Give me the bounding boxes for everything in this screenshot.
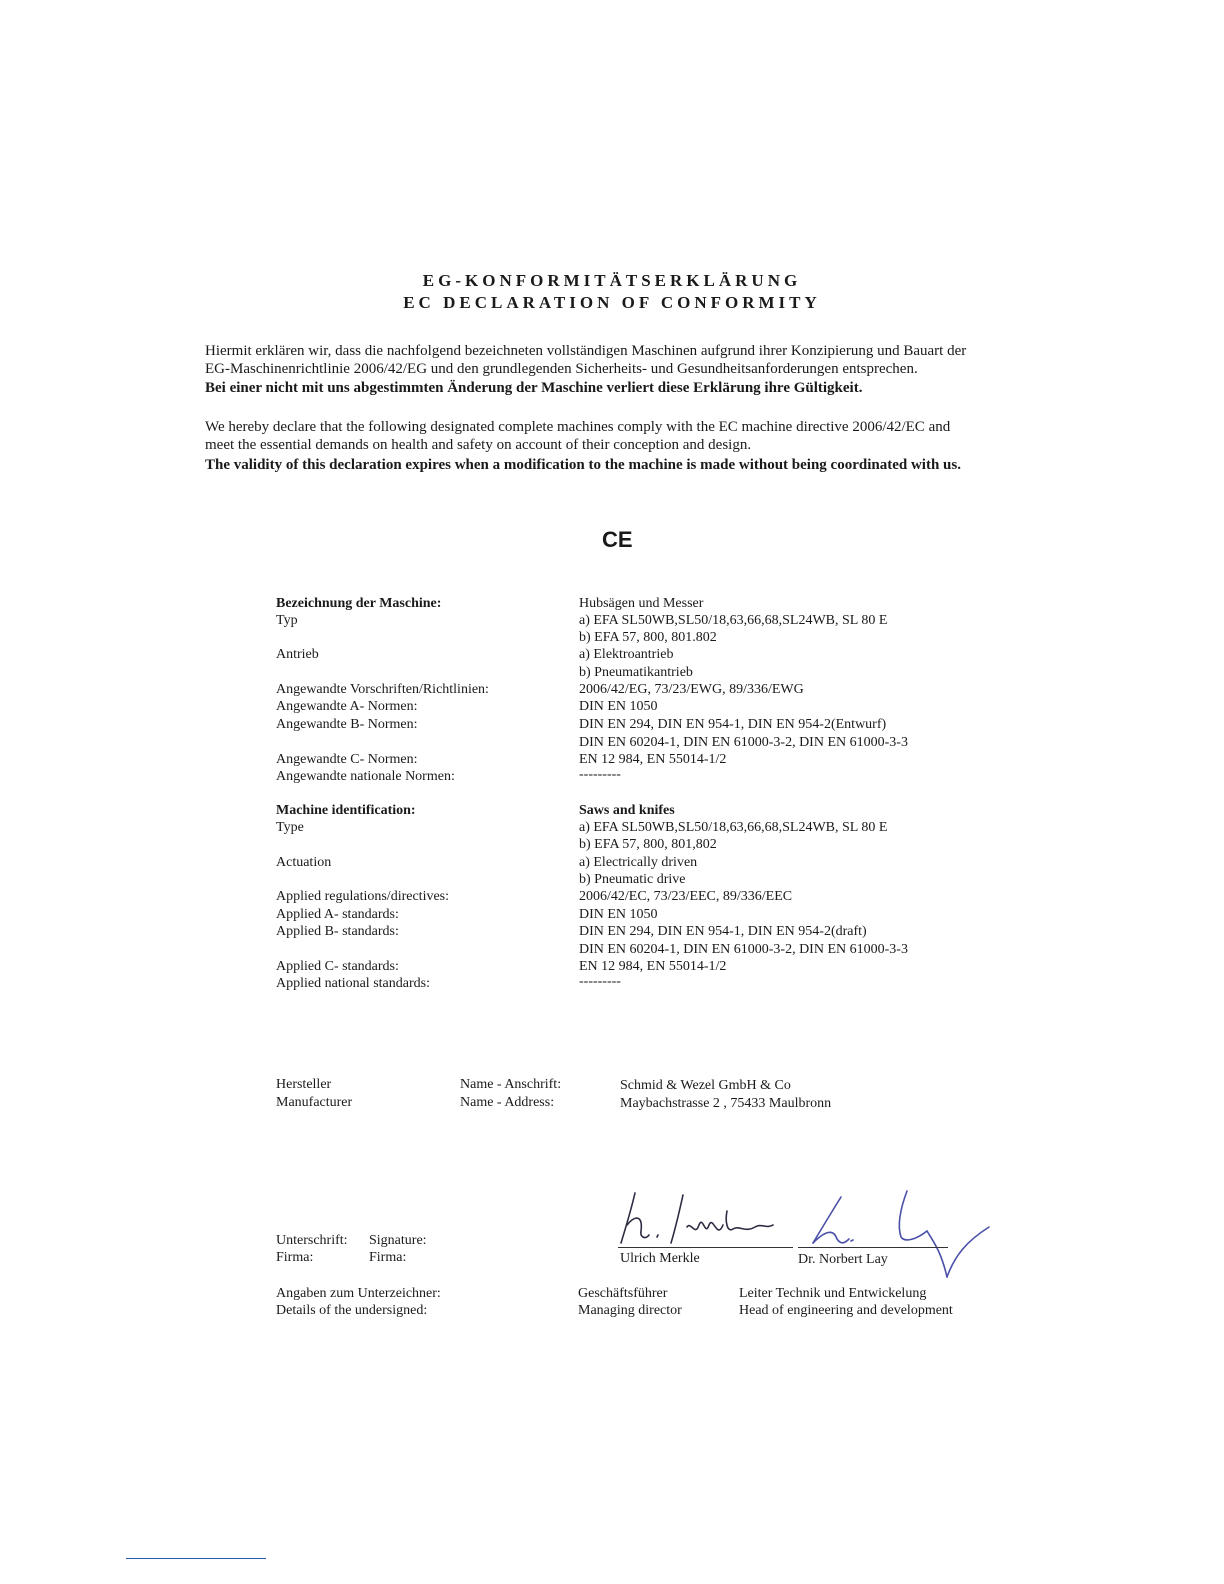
en-c-label: Applied C- standards: — [276, 959, 399, 974]
de-b-value1: DIN EN 294, DIN EN 954-1, DIN EN 954-2(Entwurf) — [579, 717, 887, 732]
en-nat-value: --------- — [579, 974, 621, 989]
en-regs-value: 2006/42/EC, 73/23/EEC, 89/336/EEC — [579, 889, 793, 904]
name-label-de: Name - Anschrift: — [460, 1077, 562, 1092]
title-german: EG-KONFORMITÄTSERKLÄRUNG — [422, 271, 802, 290]
de-b-label: Angewandte B- Normen: — [276, 717, 418, 732]
firm-label-de: Firma: — [276, 1250, 314, 1265]
details-label-en: Details of the undersigned: — [276, 1303, 428, 1318]
en-a-label: Applied A- standards: — [276, 907, 399, 922]
intro-de-validity: Bei einer nicht mit uns abgestimmten Änderung der Maschine verliert diese Erklärung ihre Gültigkeit. — [205, 380, 863, 396]
de-a-value: DIN EN 1050 — [579, 699, 658, 714]
de-c-value: EN 12 984, EN 55014-1/2 — [579, 752, 727, 767]
details-label-de: Angaben zum Unterzeichner: — [276, 1286, 441, 1301]
de-nat-value: --------- — [579, 767, 621, 782]
en-drive-b: b) Pneumatic drive — [579, 872, 686, 887]
de-heading-label: Bezeichnung der Maschine: — [276, 596, 442, 611]
de-type-label: Typ — [276, 613, 298, 628]
en-drive-label: Actuation — [276, 855, 332, 870]
manufacturer-label-en: Manufacturer — [276, 1095, 353, 1110]
intro-de-line1: Hiermit erklären wir, dass die nachfolgend bezeichneten vollständigen Maschinen aufgrund ihrer Konzipierung und Bauart der — [205, 343, 967, 359]
signer2-name: Dr. Norbert Lay — [798, 1252, 888, 1267]
de-type-b: b) EFA 57, 800, 801.802 — [579, 630, 717, 645]
de-b-value2: DIN EN 60204-1, DIN EN 61000-3-2, DIN EN 61000-3-3 — [579, 735, 908, 750]
en-b-value1: DIN EN 294, DIN EN 954-1, DIN EN 954-2(draft) — [579, 924, 867, 939]
de-c-label: Angewandte C- Normen: — [276, 752, 418, 767]
signature-line-2 — [798, 1247, 948, 1248]
de-drive-a: a) Elektroantrieb — [579, 647, 674, 662]
intro-de-line2: EG-Maschinenrichtlinie 2006/42/EG und den grundlegenden Sicherheits- und Gesundheitsanforderungen entsprechen. — [205, 361, 918, 377]
en-b-value2: DIN EN 60204-1, DIN EN 61000-3-2, DIN EN 61000-3-3 — [579, 942, 908, 957]
en-drive-a: a) Electrically driven — [579, 855, 698, 870]
en-heading-label: Machine identification: — [276, 803, 416, 818]
signature-merkle — [621, 1193, 773, 1243]
en-type-b: b) EFA 57, 800, 801,802 — [579, 837, 717, 852]
signer1-name: Ulrich Merkle — [620, 1251, 700, 1266]
de-type-a: a) EFA SL50WB,SL50/18,63,66,68,SL24WB, SL 80 E — [579, 613, 888, 628]
intro-en-validity: The validity of this declaration expires when a modification to the machine is made without being coordinated with us. — [205, 457, 961, 473]
de-nat-label: Angewandte nationale Normen: — [276, 769, 455, 784]
signature-label-de: Unterschrift: — [276, 1233, 348, 1248]
signer2-role-de: Leiter Technik und Entwickelung — [739, 1286, 927, 1301]
en-type-label: Type — [276, 820, 304, 835]
en-b-label: Applied B- standards: — [276, 924, 399, 939]
company-name: Schmid & Wezel GmbH & Co — [620, 1078, 791, 1093]
company-address: Maybachstrasse 2 , 75433 Maulbronn — [620, 1096, 832, 1111]
de-regs-label: Angewandte Vorschriften/Richtlinien: — [276, 682, 489, 697]
signer1-role-de: Geschäftsführer — [578, 1286, 668, 1301]
signature-line-1 — [618, 1247, 793, 1248]
signer1-role-en: Managing director — [578, 1303, 682, 1318]
en-heading-value: Saws and knifes — [579, 803, 675, 818]
signer2-role-en: Head of engineering and development — [739, 1303, 953, 1318]
intro-en-line1: We hereby declare that the following designated complete machines comply with the EC machine directive 2006/42/EC and — [205, 419, 951, 435]
footer-rule — [126, 1558, 266, 1559]
de-regs-value: 2006/42/EG, 73/23/EWG, 89/336/EWG — [579, 682, 804, 697]
de-a-label: Angewandte A- Normen: — [276, 699, 418, 714]
de-drive-label: Antrieb — [276, 647, 319, 662]
de-heading-value: Hubsägen und Messer — [579, 596, 704, 611]
title-english: EC DECLARATION OF CONFORMITY — [403, 293, 821, 312]
firm-label-en: Firma: — [369, 1250, 407, 1265]
en-nat-label: Applied national standards: — [276, 976, 430, 991]
manufacturer-label-de: Hersteller — [276, 1077, 332, 1092]
intro-en-line2: meet the essential demands on health and safety on account of their conception and design. — [205, 437, 752, 453]
signature-label-en: Signature: — [369, 1233, 427, 1248]
ce-mark: CE — [602, 527, 633, 552]
en-c-value: EN 12 984, EN 55014-1/2 — [579, 959, 727, 974]
en-regs-label: Applied regulations/directives: — [276, 889, 450, 904]
en-type-a: a) EFA SL50WB,SL50/18,63,66,68,SL24WB, SL 80 E — [579, 820, 888, 835]
name-label-en: Name - Address: — [460, 1095, 555, 1110]
en-a-value: DIN EN 1050 — [579, 907, 658, 922]
de-drive-b: b) Pneumatikantrieb — [579, 665, 693, 680]
